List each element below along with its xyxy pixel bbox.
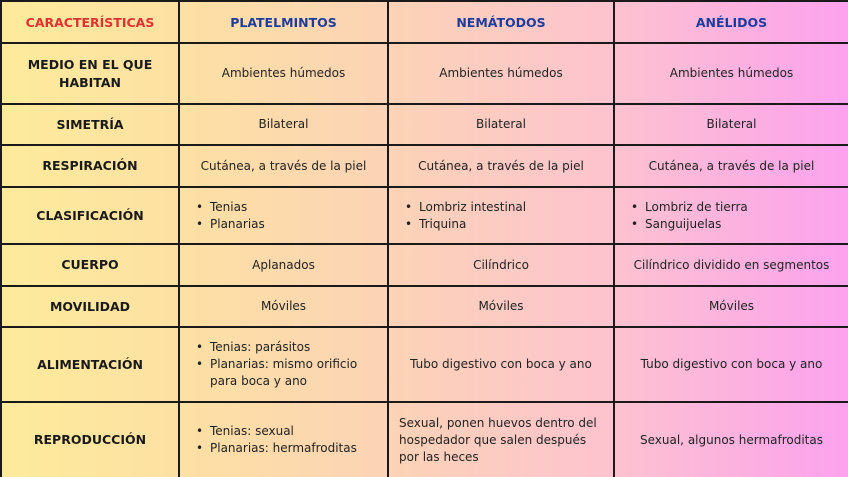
- list-item: • Planarias: [210, 216, 377, 233]
- row-classification: [1, 187, 848, 244]
- cell-habitat-anelidos: Ambientes húmedos: [614, 43, 848, 104]
- cell-symmetry-nematodos: Bilateral: [388, 104, 614, 145]
- cell-classification-anelidos: [614, 187, 848, 244]
- header-platelmintos: PLATELMINTOS: [179, 1, 388, 43]
- cell-mobility-nematodos: Móviles: [388, 286, 614, 327]
- cell-classification-platelmintos: [179, 187, 388, 244]
- list-classification-nematodos: [403, 199, 603, 233]
- cell-habitat-platelmintos: Ambientes húmedos: [179, 43, 388, 104]
- row-label-habitat: MEDIO EN EL QUE HABITAN: [1, 43, 179, 104]
- header-nematodos: NEMÁTODOS: [388, 1, 614, 43]
- row-feeding: [1, 327, 848, 402]
- cell-feeding-anelidos: Tubo digestivo con boca y ano: [614, 327, 848, 402]
- row-label-body: CUERPO: [1, 244, 179, 286]
- cell-symmetry-anelidos: Bilateral: [614, 104, 848, 145]
- cell-habitat-nematodos: Ambientes húmedos: [388, 43, 614, 104]
- cell-feeding-nematodos: Tubo digestivo con boca y ano: [388, 327, 614, 402]
- cell-body-anelidos: Cilíndrico dividido en segmentos: [614, 244, 848, 286]
- list-item: • Lombriz intestinal: [419, 199, 603, 216]
- cell-respiration-anelidos: Cutánea, a través de la piel: [614, 145, 848, 187]
- row-body: [1, 244, 848, 286]
- row-habitat: [1, 43, 848, 104]
- list-reproduction-platelmintos: [194, 423, 377, 457]
- list-item: • Tenias: sexual: [210, 423, 377, 440]
- row-label-classification: CLASIFICACIÓN: [1, 187, 179, 244]
- cell-feeding-platelmintos: [179, 327, 388, 402]
- list-item: • Planarias: mismo orificio para boca y ano: [210, 356, 377, 390]
- cell-symmetry-platelmintos: Bilateral: [179, 104, 388, 145]
- header-anelidos: ANÉLIDOS: [614, 1, 848, 43]
- list-item: • Sanguijuelas: [645, 216, 838, 233]
- cell-reproduction-nematodos: Sexual, ponen huevos dentro del hospedador que salen después por las heces: [388, 402, 614, 477]
- row-reproduction: [1, 402, 848, 477]
- cell-mobility-anelidos: Móviles: [614, 286, 848, 327]
- list-item: • Lombriz de tierra: [645, 199, 838, 216]
- list-feeding-platelmintos: [194, 339, 377, 390]
- cell-respiration-nematodos: Cutánea, a través de la piel: [388, 145, 614, 187]
- row-respiration: [1, 145, 848, 187]
- row-label-respiration: RESPIRACIÓN: [1, 145, 179, 187]
- row-mobility: [1, 286, 848, 327]
- cell-mobility-platelmintos: Móviles: [179, 286, 388, 327]
- row-label-mobility: MOVILIDAD: [1, 286, 179, 327]
- cell-body-nematodos: Cilíndrico: [388, 244, 614, 286]
- cell-reproduction-platelmintos: [179, 402, 388, 477]
- row-label-reproduction: REPRODUCCIÓN: [1, 402, 179, 477]
- cell-respiration-platelmintos: Cutánea, a través de la piel: [179, 145, 388, 187]
- header-row: [1, 1, 848, 43]
- list-item: • Tenias: [210, 199, 377, 216]
- list-classification-platelmintos: [194, 199, 377, 233]
- list-item: • Tenias: parásitos: [210, 339, 377, 356]
- header-characteristics: CARACTERÍSTICAS: [1, 1, 179, 43]
- cell-classification-nematodos: [388, 187, 614, 244]
- row-label-feeding: ALIMENTACIÓN: [1, 327, 179, 402]
- cell-reproduction-anelidos: Sexual, algunos hermafroditas: [614, 402, 848, 477]
- row-symmetry: [1, 104, 848, 145]
- list-item: • Planarias: hermafroditas: [210, 440, 377, 457]
- cell-body-platelmintos: Aplanados: [179, 244, 388, 286]
- list-classification-anelidos: [629, 199, 838, 233]
- list-item: • Triquina: [419, 216, 603, 233]
- row-label-symmetry: SIMETRÍA: [1, 104, 179, 145]
